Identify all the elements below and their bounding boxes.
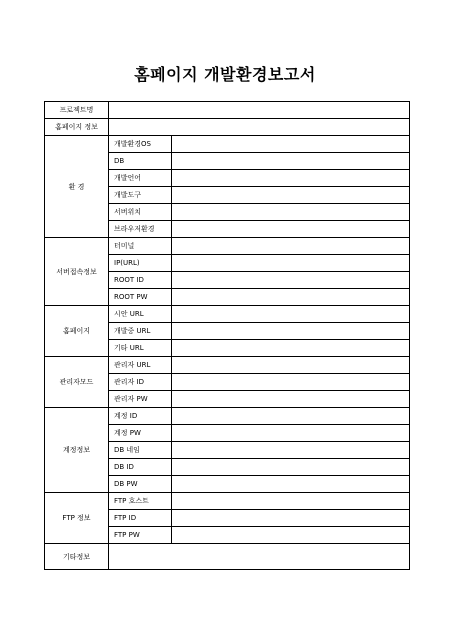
label-ftp-host: FTP 호스트 [109,493,172,510]
value-account-pw[interactable] [172,425,410,442]
label-env-browser: 브라우저환경 [109,221,172,238]
label-server-ip: IP(URL) [109,255,172,272]
value-ftp-id[interactable] [172,510,410,527]
value-other-info[interactable] [109,544,410,570]
label-ftp-pw: FTP PW [109,527,172,544]
label-server-root-pw: ROOT PW [109,289,172,306]
label-other-info: 기타정보 [45,544,109,570]
row-homepage-info [45,119,410,136]
value-server-root-id[interactable] [172,272,410,289]
label-account-id: 계정 ID [109,408,172,425]
row-program-name [45,102,410,119]
document-title: 홈페이지 개발환경보고서 [134,65,316,84]
value-admin-url[interactable] [172,357,410,374]
value-program-name[interactable] [109,102,410,119]
section-admin-label: 관리자모드 [45,357,109,408]
label-homepage-other-url: 기타 URL [109,340,172,357]
value-server-ip[interactable] [172,255,410,272]
label-ftp-id: FTP ID [109,510,172,527]
label-db-pw: DB PW [109,476,172,493]
label-env-os: 개발환경OS [109,136,172,153]
row-server-terminal [45,238,410,255]
label-env-server-location: 서버위치 [109,204,172,221]
value-ftp-pw[interactable] [172,527,410,544]
value-db-pw[interactable] [172,476,410,493]
section-account-label: 계정정보 [45,408,109,493]
value-env-language[interactable] [172,170,410,187]
label-homepage-dev-url: 개발중 URL [109,323,172,340]
section-homepage-label: 홈페이지 [45,306,109,357]
value-env-os[interactable] [172,136,410,153]
label-server-terminal: 터미널 [109,238,172,255]
value-env-browser[interactable] [172,221,410,238]
value-homepage-other-url[interactable] [172,340,410,357]
value-env-server-location[interactable] [172,204,410,221]
value-env-tool[interactable] [172,187,410,204]
value-env-db[interactable] [172,153,410,170]
label-homepage-info: 홈페이지 정보 [45,119,109,136]
section-ftp-label: FTP 정보 [45,493,109,544]
label-admin-url: 관리자 URL [109,357,172,374]
value-homepage-dev-url[interactable] [172,323,410,340]
row-env-os [45,136,410,153]
value-server-terminal[interactable] [172,238,410,255]
value-admin-pw[interactable] [172,391,410,408]
label-admin-pw: 관리자 PW [109,391,172,408]
label-env-tool: 개발도구 [109,187,172,204]
label-env-db: DB [109,153,172,170]
section-server-label: 서버접속정보 [45,238,109,306]
value-homepage-info[interactable] [109,119,410,136]
value-db-id[interactable] [172,459,410,476]
label-db-name: DB 네임 [109,442,172,459]
value-admin-id[interactable] [172,374,410,391]
row-ftp-host [45,493,410,510]
row-homepage-draft [45,306,410,323]
section-env-label: 환 경 [45,136,109,238]
label-server-root-id: ROOT ID [109,272,172,289]
row-account-id [45,408,410,425]
row-other-info [45,544,410,570]
value-ftp-host[interactable] [172,493,410,510]
label-db-id: DB ID [109,459,172,476]
value-homepage-draft-url[interactable] [172,306,410,323]
value-account-id[interactable] [172,408,410,425]
label-account-pw: 계정 PW [109,425,172,442]
value-server-root-pw[interactable] [172,289,410,306]
report-form-table [44,101,410,570]
label-homepage-draft-url: 시안 URL [109,306,172,323]
label-program-name: 프로젝트명 [45,102,109,119]
label-env-language: 개발언어 [109,170,172,187]
row-admin-url [45,357,410,374]
value-db-name[interactable] [172,442,410,459]
label-admin-id: 관리자 ID [109,374,172,391]
